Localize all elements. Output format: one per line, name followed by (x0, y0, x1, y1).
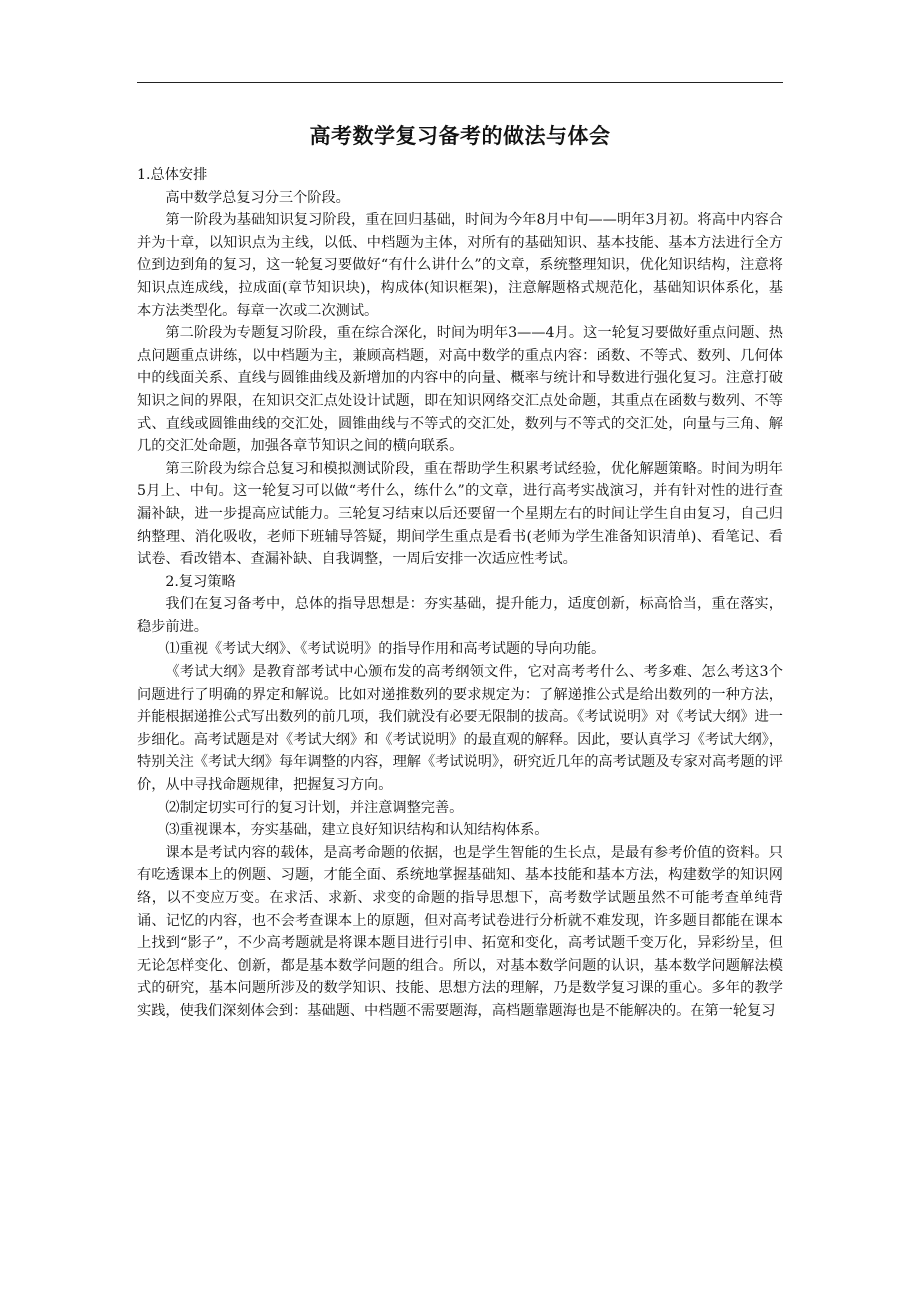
paragraph-p12: 课本是考试内容的载体，是高考命题的依据，也是学生智能的生长点，是最有参考价值的资料。只有吃透课本上的例题、习题，才能全面、系统地掌握基础知、基本技能和基本方法，构建数学的知识网络，以不变应万变。在求活、求新、求变的命题的指导思想下，高考数学试题虽然不可能考查单纯背诵、记忆的内容，也不会考查课本上的原题，但对高考试卷进行分析就不难发现，许多题目都能在课本上找到“影子”，不少高考题就是将课本题目进行引申、拓宽和变化，高考试题千变万化，异彩纷呈，但无论怎样变化、创新，都是基本数学问题的组合。所以，对基本数学问题的认识，基本数学问题解法模式的研究，基本问题所涉及的数学知识、技能、思想方法的理解，乃是数学复习课的重心。多年的教学实践，使我们深刻体会到：基础题、中档题不需要题海，高档题靠题海也是不能解决的。在第一轮复习 (137, 844, 783, 1019)
document-body (137, 118, 783, 1023)
paragraph-list (137, 164, 783, 1023)
paragraph-p1: 1.总体安排 (137, 167, 208, 183)
paragraph-p11: ⑶重视课本，夯实基础，建立良好知识结构和认知结构体系。 (165, 822, 549, 839)
paragraph-p3: 第一阶段为基础知识复习阶段，重在回归基础，时间为今年8月中旬——明年3月初。将高中内容合并为十章，以知识点为主线，以低、中档题为主体，对所有的基础知识、基本技能、基本方法进行全方位到边到角的复习，这一轮复习要做好“有什么讲什么”的文章，系统整理知识，优化知识结构，注意将知识点连成线，拉成面(章节知识块)，构成体(知识框架)，注意解题格式规范化，基础知识体系化，基本方法类型化。每章一次或二次测试。 (137, 212, 783, 319)
paragraph-p7: 我们在复习备考中，总体的指导思想是：夯实基础，提升能力，适度创新，标高恰当，重在落实，稳步前进。 (137, 596, 783, 635)
document-title: 高考数学复习备考的做法与体会 (309, 124, 611, 148)
paragraph-p6: 2.复习策略 (165, 573, 236, 590)
paragraph-p5: 第三阶段为综合总复习和模拟测试阶段，重在帮助学生积累考试经验，优化解题策略。时间为明年5月上、中旬。这一轮复习可以做“考什么，练什么”的文章，进行高考实战演习，并有针对性的进行查漏补缺，进一步提高应试能力。三轮复习结束以后还要留一个星期左右的时间让学生自由复习，自己归纳整理、消化吸收，老师下班辅导答疑，期间学生重点是看书(老师为学生准备知识清单)、看笔记、看试卷、看改错本、查漏补缺、自我调整，一周后安排一次适应性考试。 (137, 460, 783, 568)
header-rule (137, 82, 783, 83)
paragraph-p8: ⑴重视《考试大纲》、《考试说明》的指导作用和高考试题的导向功能。 (165, 641, 606, 658)
paragraph-p2: 高中数学总复习分三个阶段。 (165, 189, 350, 206)
paragraph-p10: ⑵制定切实可行的复习计划，并注意调整完善。 (165, 799, 464, 816)
paragraph-p4: 第二阶段为专题复习阶段，重在综合深化，时间为明年3——4月。这一轮复习要做好重点问题、热点问题重点讲练，以中档题为主，兼顾高档题，对高中数学的重点内容：函数、不等式、数列、几何体中的线面关系、直线与圆锥曲线及新增加的内容中的向量、概率与统计和导数进行强化复习。注意打破知识之间的界限，在知识交汇点处设计试题，即在知识网络交汇点处命题，其重点在函数与数列、不等式、直线或圆锥曲线的交汇处，圆锥曲线与不等式的交汇处，数列与不等式的交汇处，向量与三角、解几的交汇处命题，加强各章节知识之间的横向联系。 (137, 325, 783, 455)
paragraph-p9: 《考试大纲》是教育部考试中心颁布发的高考纲领文件，它对高考考什么、考多难、怎么考这3个问题进行了明确的界定和解说。比如对递推数列的要求规定为：了解递推公式是给出数列的一种方法，并能根据递推公式写出数列的前几项，我们就没有必要无限制的拔高。《考试说明》对《考试大纲》进一步细化。高考试题是对《考试大纲》和《考试说明》的最直观的解释。因此，要认真学习《考试大纲》，特别关注《考试大纲》每年调整的内容，理解《考试说明》，研究近几年的高考试题及专家对高考题的评价，从中寻找命题规律，把握复习方向。 (137, 664, 783, 794)
